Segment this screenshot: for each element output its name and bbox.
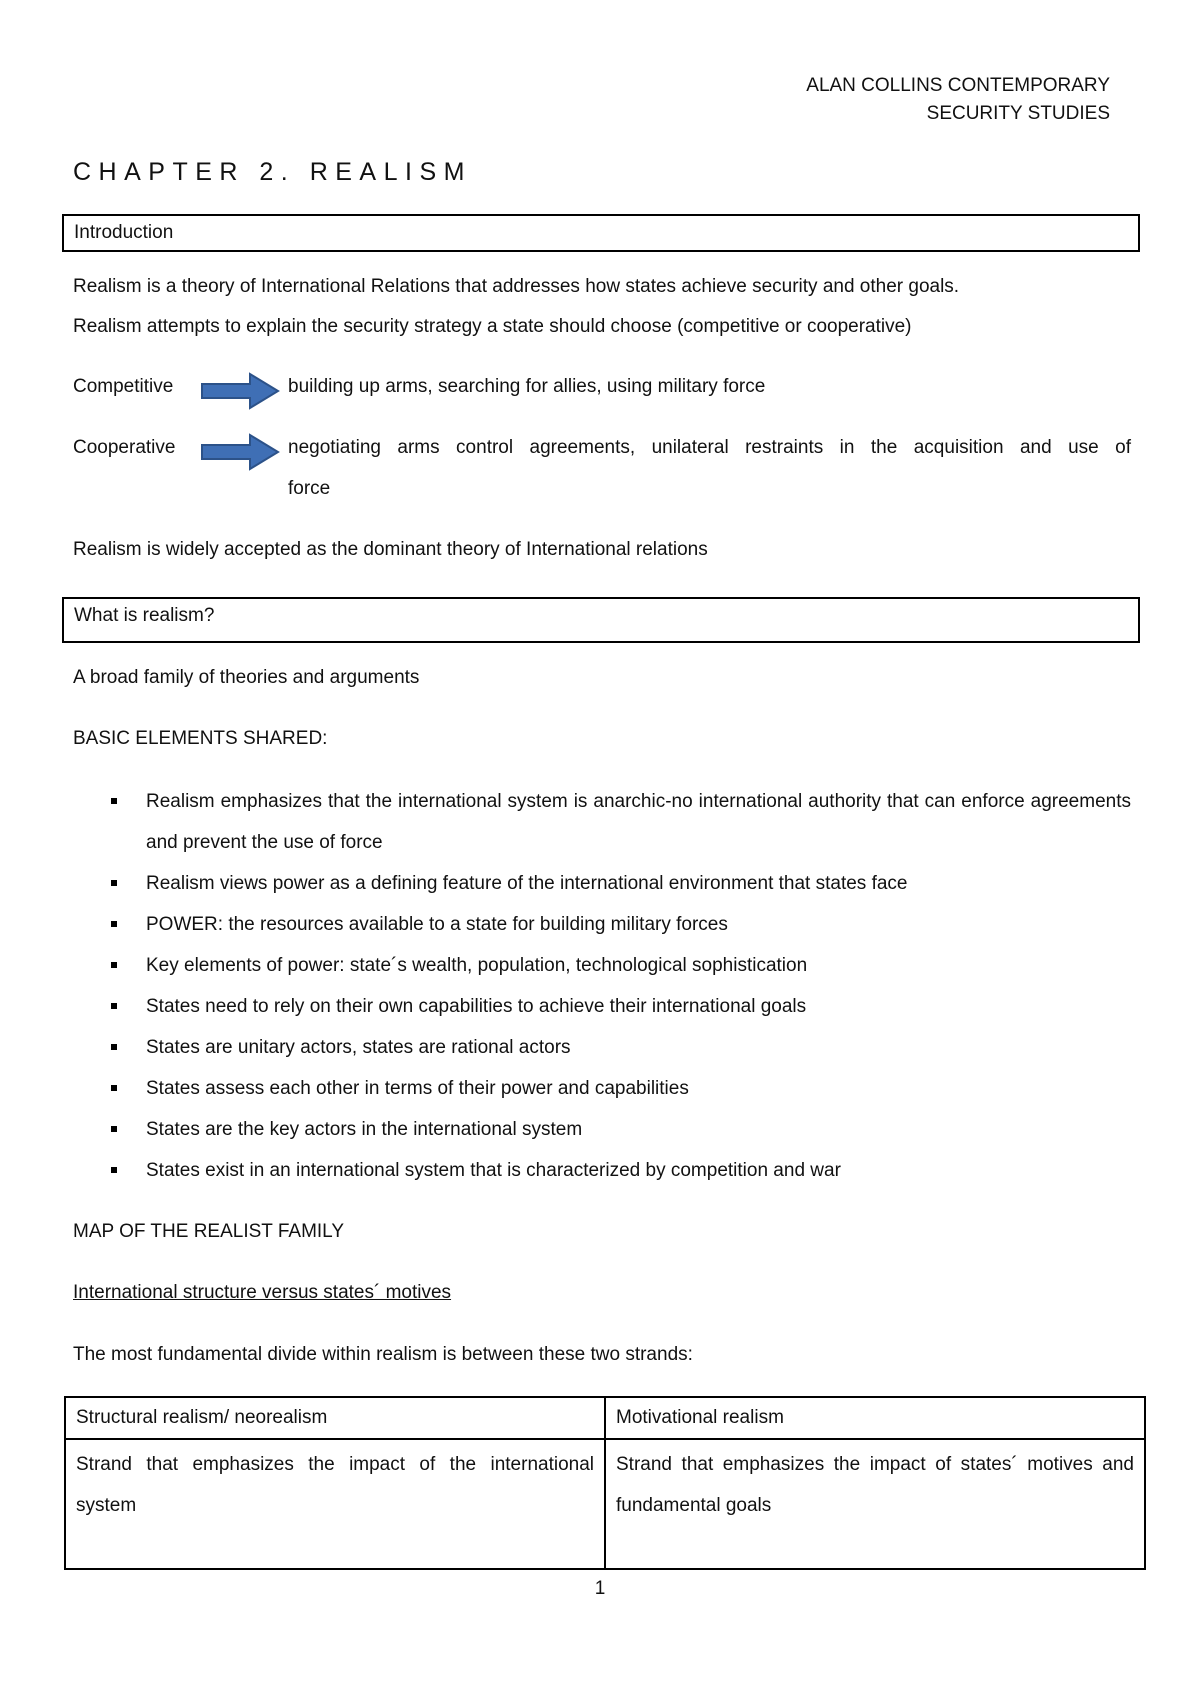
what-paragraph-1: A broad family of theories and arguments <box>73 667 420 688</box>
section-heading-introduction: Introduction <box>62 214 1140 252</box>
page-number: 1 <box>594 1578 606 1599</box>
competitive-label: Competitive <box>73 376 174 397</box>
intro-paragraph-3: Realism is widely accepted as the dominant theory of International relations <box>73 539 708 560</box>
chapter-title: CHAPTER 2. REALISM <box>73 158 472 186</box>
bullet-icon <box>111 1167 117 1173</box>
list-item: Realism views power as a defining feature of the international environment that states face <box>73 863 1131 904</box>
table-row <box>65 1439 1145 1569</box>
header-line-2: SECURITY STUDIES <box>926 103 1110 124</box>
list-item: POWER: the resources available to a state for building military forces <box>73 904 1131 945</box>
competitive-text: building up arms, searching for allies, using military force <box>288 376 766 397</box>
cooperative-label: Cooperative <box>73 437 176 458</box>
bullet-icon <box>111 1044 117 1050</box>
table-header-motivational: Motivational realism <box>605 1397 1145 1439</box>
table-cell-motivational: Strand that emphasizes the impact of states´ motives and fundamental goals <box>605 1439 1145 1569</box>
list-item: Key elements of power: state´s wealth, population, technological sophistication <box>73 945 1131 986</box>
bullet-icon <box>111 798 117 804</box>
right-arrow-icon <box>200 433 280 471</box>
table-row <box>65 1397 1145 1439</box>
map-heading: MAP OF THE REALIST FAMILY <box>73 1221 345 1242</box>
cooperative-text: negotiating arms control agreements, unilateral restraints in the acquisition and use of <box>288 437 1131 458</box>
list-item: States assess each other in terms of their power and capabilities <box>73 1068 1131 1109</box>
bullet-icon <box>111 921 117 927</box>
intro-paragraph-2: Realism attempts to explain the security strategy a state should choose (competitive or cooperative) <box>73 316 912 337</box>
header-line-1: ALAN COLLINS CONTEMPORARY <box>806 75 1110 96</box>
table-cell-structural: Strand that emphasizes the impact of the international system <box>65 1439 605 1569</box>
basic-elements-list <box>73 781 1131 1191</box>
list-item: Realism emphasizes that the international system is anarchic-no international authority that can enforce agreements and prevent the use of force <box>73 781 1131 863</box>
structure-vs-motives-subheading: International structure versus states´ motives <box>73 1282 452 1303</box>
list-item: States are the key actors in the international system <box>73 1109 1131 1150</box>
list-item: States need to rely on their own capabilities to achieve their international goals <box>73 986 1131 1027</box>
bullet-icon <box>111 880 117 886</box>
cooperative-text-continued: force <box>288 478 331 499</box>
table-header-structural: Structural realism/ neorealism <box>65 1397 605 1439</box>
bullet-icon <box>111 1085 117 1091</box>
list-item: States are unitary actors, states are rational actors <box>73 1027 1131 1068</box>
basic-elements-heading: BASIC ELEMENTS SHARED: <box>73 728 328 749</box>
bullet-icon <box>111 962 117 968</box>
right-arrow-icon <box>200 372 280 410</box>
realism-strands-table <box>64 1396 1146 1570</box>
intro-paragraph-1: Realism is a theory of International Relations that addresses how states achieve security and other goals. <box>73 276 960 297</box>
running-header <box>806 72 1110 128</box>
bullet-icon <box>111 1126 117 1132</box>
divide-paragraph: The most fundamental divide within realism is between these two strands: <box>73 1344 693 1365</box>
section-heading-what-is-realism: What is realism? <box>62 597 1140 643</box>
list-item: States exist in an international system that is characterized by competition and war <box>73 1150 1131 1191</box>
bullet-icon <box>111 1003 117 1009</box>
